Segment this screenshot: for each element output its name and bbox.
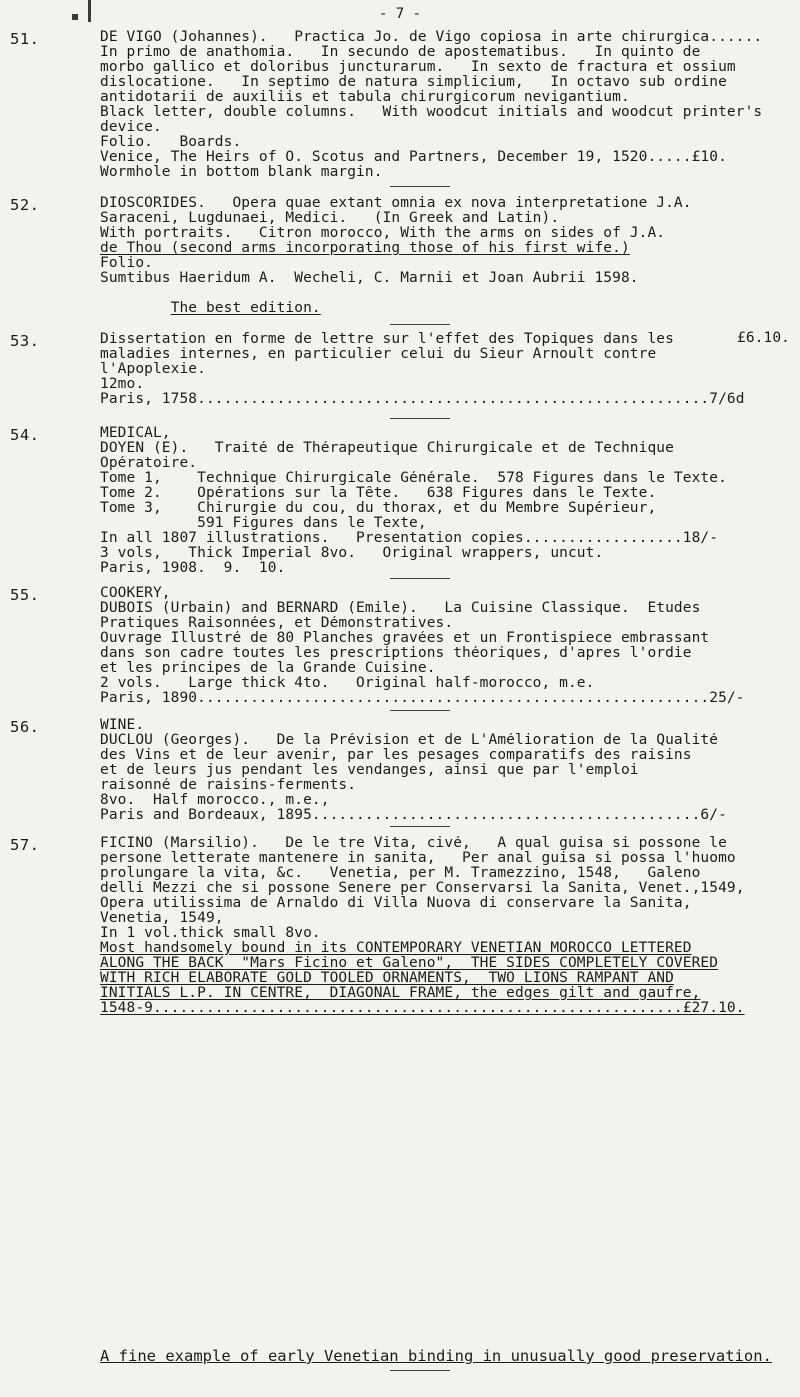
entry-line: raisonné de raisins-ferments. <box>100 778 357 793</box>
entry-line: Tome 3, Chirurgie du cou, du thorax, et du Membre Supérieur, <box>100 501 657 516</box>
entry-line: Venice, The Heirs of O. Scotus and Partners, December 19, 1520.....£10. <box>100 150 727 165</box>
entry-line: persone letterate mantenere in sanita, Per anal guisa si possa l'huomo <box>100 851 736 866</box>
entry-line: Folio. Boards. <box>100 135 242 150</box>
entry-number: 55. <box>10 586 40 604</box>
footer-note: A fine example of early Venetian binding in unusually good preservation. <box>100 1347 772 1365</box>
entry-line: In 1 vol.thick small 8vo. <box>100 926 321 941</box>
entry-separator <box>390 710 450 711</box>
entry-line: des Vins et de leur avenir, par les pesages comparatifs des raisins <box>100 748 692 763</box>
entry-line: COOKERY, <box>100 586 171 601</box>
entry-line: 8vo. Half morocco., m.e., <box>100 793 330 808</box>
catalogue-entry-53 <box>10 332 790 407</box>
entry-line: With portraits. Citron morocco, With the arms on sides of J.A. <box>100 226 666 241</box>
entry-line: In primo de anathomia. In secundo de apostematibus. In quinto de <box>100 45 701 60</box>
entry-body <box>100 332 790 407</box>
catalogue-entry-51 <box>10 30 790 180</box>
entry-line: device. <box>100 120 162 135</box>
entry-body <box>100 30 790 180</box>
entry-line: Paris, 1758..........................................................7/6d <box>100 392 745 407</box>
entry-line: Paris and Bordeaux, 1895............................................6/- <box>100 808 727 823</box>
entry-line: dans son cadre toutes les prescriptions théoriques, d'apres l'ordie <box>100 646 692 661</box>
catalogue-entry-54 <box>10 426 790 576</box>
entry-line: DIOSCORIDES. Opera quae extant omnia ex nova interpretatione J.A. <box>100 196 692 211</box>
entry-body <box>100 586 790 706</box>
entry-line: prolungare la vita, &c. Venetia, per M. Tramezzino, 1548, Galeno <box>100 866 701 881</box>
entry-line: Paris, 1890..........................................................25/- <box>100 691 745 706</box>
page-number: - 7 - <box>378 6 422 22</box>
price: £6.10. <box>737 331 790 346</box>
entry-line: 1548-9............................................................£27.10. <box>100 1001 745 1016</box>
entry-line: DUCLOU (Georges). De la Prévision et de L'Amélioration de la Qualité <box>100 733 719 748</box>
entry-line: Most handsomely bound in its CONTEMPORARY VENETIAN MOROCCO LETTERED <box>100 941 692 956</box>
entry-line: Pratiques Raisonnées, et Démonstratives. <box>100 616 454 631</box>
entry-line: Opera utilissima de Arnaldo di Villa Nuova di conservare la Sanita, <box>100 896 692 911</box>
entry-line: In all 1807 illustrations. Presentation copies..................18/- <box>100 531 719 546</box>
entry-line: Venetia, 1549, <box>100 911 224 926</box>
catalogue-entry-56 <box>10 718 790 823</box>
entry-line: Sumtibus Haeridum A. Wecheli, C. Marnii et Joan Aubrii 1598. <box>100 271 639 286</box>
entry-line: MEDICAL, <box>100 426 171 441</box>
entry-number: 53. <box>10 332 40 350</box>
entry-note: The best edition. <box>170 300 321 316</box>
entry-line: et de leurs jus pendant les vendanges, ainsi que par l'emploi <box>100 763 639 778</box>
entry-line: et les principes de la Grande Cuisine. <box>100 661 436 676</box>
entry-line: Tome 2. Opérations sur la Tête. 638 Figures dans le Texte. <box>100 486 657 501</box>
entry-separator <box>390 324 450 325</box>
entry-line: 3 vols, Thick Imperial 8vo. Original wrappers, uncut. <box>100 546 604 561</box>
entry-separator <box>390 418 450 419</box>
entry-separator <box>390 1370 450 1371</box>
entry-body <box>100 836 790 1016</box>
entry-line: DE VIGO (Johannes). Practica Jo. de Vigo copiosa in arte chirurgica...... <box>100 30 763 45</box>
entry-line: Wormhole in bottom blank margin. <box>100 165 383 180</box>
entry-line: ALONG THE BACK "Mars Ficino et Galeno", THE SIDES COMPLETELY COVERED <box>100 956 719 971</box>
entry-line: morbo gallico et doloribus juncturarum. In sexto de fractura et ossium <box>100 60 736 75</box>
entry-line: Black letter, double columns. With woodcut initials and woodcut printer's <box>100 105 763 120</box>
entry-line: Folio. <box>100 256 153 271</box>
entry-line: WITH RICH ELABORATE GOLD TOOLED ORNAMENTS, TWO LIONS RAMPANT AND <box>100 971 674 986</box>
entry-line: DOYEN (E). Traité de Thérapeutique Chirurgicale et de Technique <box>100 441 674 456</box>
entry-line: Tome 1, Technique Chirurgicale Générale. 578 Figures dans le Texte. <box>100 471 727 486</box>
catalogue-entry-57 <box>10 836 790 1016</box>
entry-line: INITIALS L.P. IN CENTRE, DIAGONAL FRAME, the edges gilt and gaufre, <box>100 986 701 1001</box>
entry-line: 2 vols. Large thick 4to. Original half-morocco, m.e. <box>100 676 595 691</box>
entry-separator <box>390 578 450 579</box>
entry-line: antidotarii de auxiliis et tabula chirurgicorum nevigantium. <box>100 90 630 105</box>
entry-body <box>100 718 790 823</box>
entry-line: 591 Figures dans le Texte, <box>100 516 427 531</box>
entry-line: Saraceni, Lugdunaei, Medici. (In Greek and Latin). <box>100 211 560 226</box>
entry-line: delli Mezzi che si possone Senere per Conservarsi la Sanita, Venet.,1549, <box>100 881 745 896</box>
entry-line: Opératoire. <box>100 456 198 471</box>
entry-line: Paris, 1908. 9. 10. <box>100 561 286 576</box>
entry-line: 12mo. <box>100 377 145 392</box>
entry-line: maladies internes, en particulier celui du Sieur Arnoult contre <box>100 347 657 362</box>
entry-separator <box>390 826 450 827</box>
entry-number: 54. <box>10 426 40 444</box>
entry-line: de Thou (second arms incorporating those of his first wife.) <box>100 241 630 256</box>
entry-line: Dissertation en forme de lettre sur l'effet des Topiques dans les <box>100 332 674 347</box>
entry-number: 56. <box>10 718 40 736</box>
entry-line: l'Apoplexie. <box>100 362 206 377</box>
entry-line: dislocatione. In septimo de natura simplicium, In octavo sub ordine <box>100 75 727 90</box>
catalogue-entry-55 <box>10 586 790 706</box>
entry-number: 51. <box>10 30 40 48</box>
entry-line: Ouvrage Illustré de 80 Planches gravées et un Frontispiece embrassant <box>100 631 710 646</box>
entry-line: DUBOIS (Urbain) and BERNARD (Emile). La Cuisine Classique. Etudes <box>100 601 701 616</box>
entry-separator <box>390 186 450 187</box>
entry-line: FICINO (Marsilio). De le tre Vita, civé, A qual guisa si possone le <box>100 836 727 851</box>
entry-body <box>100 426 790 576</box>
entry-line: WINE. <box>100 718 145 733</box>
entry-number: 57. <box>10 836 40 854</box>
entry-number: 52. <box>10 196 40 214</box>
